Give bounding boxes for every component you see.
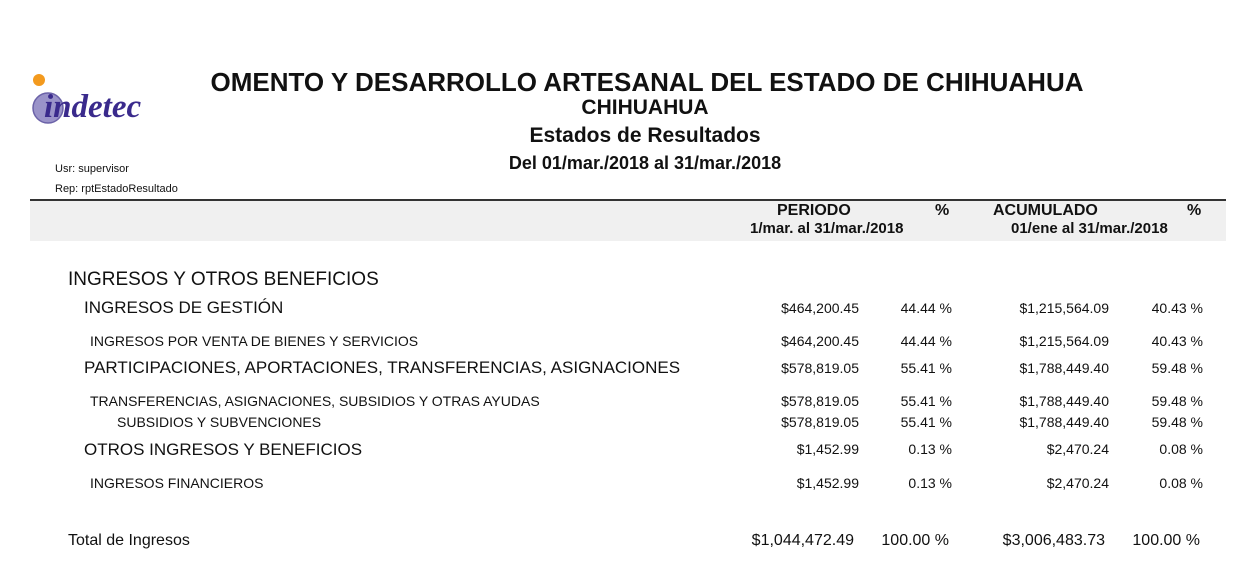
col-acumulado: ACUMULADO [993,202,1098,219]
row-pct-periodo: 44.44 % [900,300,952,316]
col-pct-acumulado: % [1187,202,1202,219]
row-pct-acumulado: 40.43 % [1151,300,1203,316]
row-periodo: $1,452.99 [796,475,859,491]
row-pct-periodo: 55.41 % [900,414,952,430]
col-periodo: PERIODO [777,202,851,219]
row-periodo: $464,200.45 [781,300,859,316]
row-pct-acumulado: 59.48 % [1151,360,1203,376]
total-pct-periodo: 100.00 % [881,532,949,549]
row-periodo: $578,819.05 [781,360,859,376]
total-label: Total de Ingresos [68,532,190,549]
row-pct-periodo: 0.13 % [908,441,952,457]
header-rule [30,199,1226,201]
org-subtitle: CHIHUAHUA [581,96,709,119]
row-acumulado: $1,788,449.40 [1019,414,1109,430]
row-acumulado: $1,788,449.40 [1019,360,1109,376]
row-periodo: $1,452.99 [796,441,859,457]
report-id: Rep: rptEstadoResultado [55,183,178,195]
col-acumulado-range: 01/ene al 31/mar./2018 [1011,220,1168,237]
row-pct-periodo: 44.44 % [900,333,952,349]
col-periodo-range: 1/mar. al 31/mar./2018 [750,220,904,237]
row-periodo: $578,819.05 [781,414,859,430]
row-label: PARTICIPACIONES, APORTACIONES, TRANSFERENCIAS, ASIGNACIONES [84,358,681,377]
row-acumulado: $2,470.24 [1046,441,1109,457]
org-title: OMENTO Y DESARROLLO ARTESANAL DEL ESTADO DE CHIHUAHUA [210,67,1084,97]
row-label: INGRESOS FINANCIEROS [90,475,264,491]
org-title-clip [207,62,1087,100]
row-periodo: $464,200.45 [781,333,859,349]
date-range: Del 01/mar./2018 al 31/mar./2018 [508,153,782,173]
row-pct-periodo: 55.41 % [900,360,952,376]
row-label: OTROS INGRESOS Y BENEFICIOS [84,440,363,459]
user-label: Usr: supervisor [55,163,129,175]
row-label: INGRESOS DE GESTIÓN [84,298,284,317]
row-pct-acumulado: 40.43 % [1151,333,1203,349]
row-pct-acumulado: 59.48 % [1151,393,1203,409]
svg-text:indetec: indetec [44,89,142,125]
total-acumulado: $3,006,483.73 [1002,532,1105,549]
row-pct-periodo: 0.13 % [908,475,952,491]
row-label: TRANSFERENCIAS, ASIGNACIONES, SUBSIDIOS Y OTRAS AYUDAS [90,393,540,409]
report-name: Estados de Resultados [529,124,761,147]
total-pct-acumulado: 100.00 % [1132,532,1200,549]
row-label: INGRESOS POR VENTA DE BIENES Y SERVICIOS [90,333,419,349]
col-pct-periodo: % [935,202,950,219]
row-pct-acumulado: 59.48 % [1151,414,1203,430]
row-acumulado: $1,215,564.09 [1019,333,1109,349]
row-periodo: $578,819.05 [781,393,859,409]
section-title: INGRESOS Y OTROS BENEFICIOS [68,269,379,290]
row-acumulado: $1,215,564.09 [1019,300,1109,316]
row-acumulado: $2,470.24 [1046,475,1109,491]
row-acumulado: $1,788,449.40 [1019,393,1109,409]
total-periodo: $1,044,472.49 [751,532,854,549]
row-pct-acumulado: 0.08 % [1159,441,1203,457]
row-pct-acumulado: 0.08 % [1159,475,1203,491]
row-label: SUBSIDIOS Y SUBVENCIONES [117,414,322,430]
row-pct-periodo: 55.41 % [900,393,952,409]
